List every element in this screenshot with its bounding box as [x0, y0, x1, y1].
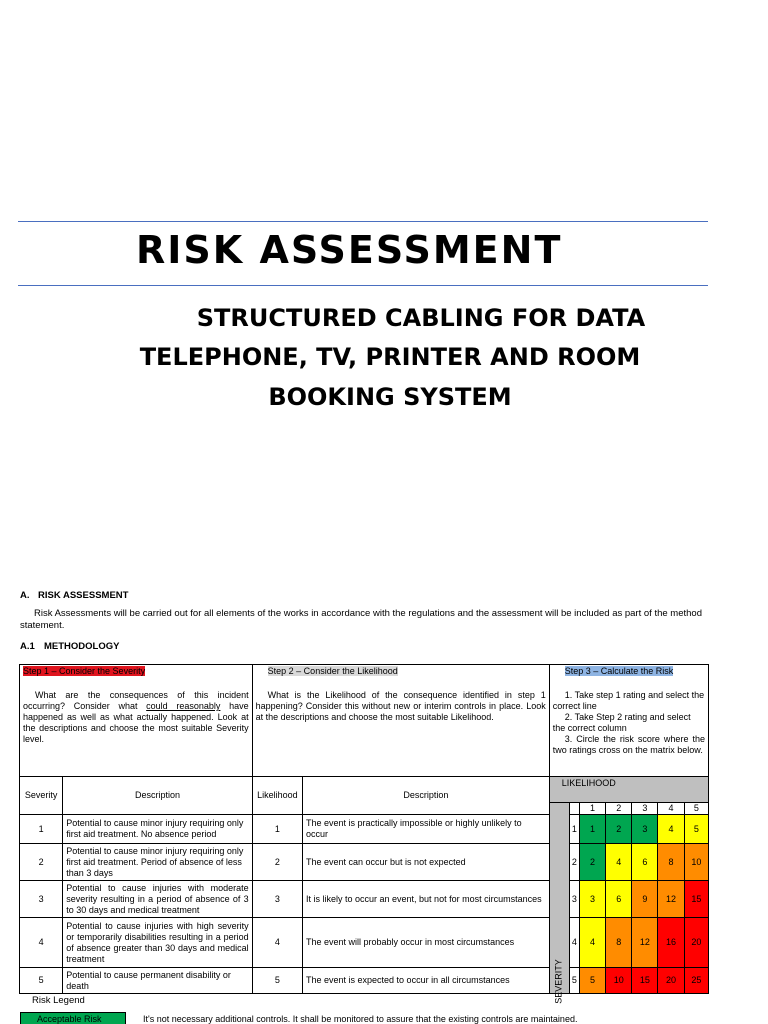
matrix-cell: 20 — [684, 918, 708, 968]
matrix-cell: 9 — [632, 881, 658, 918]
subtitle-line-3: BOOKING SYSTEM — [268, 383, 512, 411]
likelihood-description-header: Description — [303, 777, 550, 815]
matrix-cell: 12 — [658, 881, 684, 918]
step-1-title: Step 1 – Consider the Severity — [23, 666, 146, 676]
matrix-corner — [569, 803, 579, 815]
matrix-likelihood-header: LIKELIHOOD — [549, 777, 708, 803]
acceptable-risk-badge: Acceptable Risk — [20, 1012, 126, 1024]
step-3-title: Step 3 – Calculate the Risk — [564, 666, 674, 676]
matrix-col-5: 5 — [684, 803, 708, 815]
severity-level: 4 — [20, 918, 63, 968]
likelihood-description: The event can occur but is not expected — [303, 844, 550, 881]
likelihood-level: 5 — [252, 968, 302, 994]
matrix-cell: 8 — [658, 844, 684, 881]
section-a1-number: A.1 — [20, 641, 35, 652]
matrix-cell: 2 — [579, 844, 605, 881]
matrix-cell: 5 — [684, 815, 708, 844]
title-rule-top — [18, 221, 708, 222]
matrix-row-label: 1 — [569, 815, 579, 844]
severity-level: 5 — [20, 968, 63, 994]
severity-header: Severity — [20, 777, 63, 815]
matrix-cell: 5 — [579, 968, 605, 994]
matrix-col-1: 1 — [579, 803, 605, 815]
likelihood-description: The event is expected to occur in all circumstances — [303, 968, 550, 994]
risk-legend-title: Risk Legend — [32, 995, 85, 1006]
section-a-heading — [20, 590, 128, 601]
matrix-cell: 2 — [606, 815, 632, 844]
likelihood-description: The event is practically impossible or highly unlikely to occur — [303, 815, 550, 844]
matrix-col-2: 2 — [606, 803, 632, 815]
intro-paragraph: Risk Assessments will be carried out for all elements of the works in accordance with the regulations and the assessment will be included as part of the method statement. — [20, 608, 702, 631]
table-row — [20, 815, 709, 844]
severity-description: Potential to cause permanent disability or death — [63, 968, 252, 994]
table-row — [20, 968, 709, 994]
matrix-cell: 1 — [579, 815, 605, 844]
severity-level: 3 — [20, 881, 63, 918]
likelihood-header: Likelihood — [252, 777, 302, 815]
matrix-cell: 25 — [684, 968, 708, 994]
matrix-cell: 15 — [684, 881, 708, 918]
severity-description: Potential to cause injuries with high severity or temporarily disabilities resulting in a period of absence greater than 30 days and medical treatment — [63, 918, 252, 968]
matrix-cell: 10 — [684, 844, 708, 881]
step-1-text: What are the consequences of this incident occurring? Consider what could reasonably have happened as well as what actually happened. Look at the descriptions and choose the most suitable Severity level. — [23, 690, 249, 744]
section-a1-title: METHODOLOGY — [44, 641, 120, 652]
matrix-cell: 20 — [658, 968, 684, 994]
document-title: RISK ASSESSMENT — [136, 228, 563, 272]
matrix-cell: 4 — [606, 844, 632, 881]
step-2-title: Step 2 – Consider the Likelihood — [267, 666, 398, 676]
matrix-col-3: 3 — [632, 803, 658, 815]
likelihood-level: 2 — [252, 844, 302, 881]
step-3-item-3: 3. Circle the risk score where the two ratings cross on the matrix below. — [552, 734, 705, 755]
severity-description: Potential to cause minor injury requiring only first aid treatment. No absence period — [63, 815, 252, 844]
matrix-row-label: 2 — [569, 844, 579, 881]
matrix-row-label: 3 — [569, 881, 579, 918]
matrix-cell: 6 — [632, 844, 658, 881]
step-3-item-1: 1. Take step 1 rating and select the correct line — [552, 690, 705, 711]
subtitle-line-2: TELEPHONE, TV, PRINTER AND ROOM — [139, 343, 641, 371]
section-a1-heading — [20, 641, 119, 652]
matrix-severity-bar — [549, 803, 569, 1004]
severity-description-header: Description — [63, 777, 252, 815]
matrix-col-4: 4 — [658, 803, 684, 815]
table-row — [20, 881, 709, 918]
step-3-item-2: 2. Take Step 2 rating and select the correct column — [552, 712, 691, 733]
severity-description: Potential to cause injuries with moderate severity resulting in a period of absence of 3 to 30 days and medical treatment — [63, 881, 252, 918]
step-2-text: What is the Likelihood of the consequence identified in step 1 happening? Consider this without new or interim controls in place. Look at the descriptions and choose the most suitable Likelihood. — [255, 690, 546, 722]
severity-level: 1 — [20, 815, 63, 844]
matrix-cell: 16 — [658, 918, 684, 968]
step-1-cell — [20, 665, 253, 777]
likelihood-level: 1 — [252, 815, 302, 844]
likelihood-description: The event will probably occur in most circumstances — [303, 918, 550, 968]
matrix-cell: 15 — [632, 968, 658, 994]
title-rule-bottom — [18, 285, 708, 286]
severity-level: 2 — [20, 844, 63, 881]
matrix-row-label: 4 — [569, 918, 579, 968]
step-3-cell — [549, 665, 708, 777]
section-a-title: RISK ASSESSMENT — [38, 590, 129, 601]
step-2-cell — [252, 665, 549, 777]
matrix-cell: 8 — [606, 918, 632, 968]
likelihood-description: It is likely to occur an event, but not for most circumstances — [303, 881, 550, 918]
matrix-cell: 10 — [606, 968, 632, 994]
table-row — [20, 918, 709, 968]
matrix-cell: 6 — [606, 881, 632, 918]
matrix-cell: 12 — [632, 918, 658, 968]
matrix-cell: 4 — [579, 918, 605, 968]
acceptable-risk-text: It's not necessary additional controls. It shall be monitored to assure that the existing controls are maintained. — [143, 1014, 578, 1024]
likelihood-level: 3 — [252, 881, 302, 918]
matrix-cell: 4 — [658, 815, 684, 844]
matrix-cell: 3 — [632, 815, 658, 844]
section-a-number: A. — [20, 590, 30, 601]
likelihood-level: 4 — [252, 918, 302, 968]
severity-description: Potential to cause minor injury requiring only first aid treatment. Period of absence of less than 3 days — [63, 844, 252, 881]
matrix-severity-label: SEVERITY — [553, 959, 564, 1004]
matrix-row-label: 5 — [569, 968, 579, 994]
matrix-cell: 3 — [579, 881, 605, 918]
subtitle-line-1: STRUCTURED CABLING FOR DATA — [196, 304, 646, 332]
table-row — [20, 844, 709, 881]
